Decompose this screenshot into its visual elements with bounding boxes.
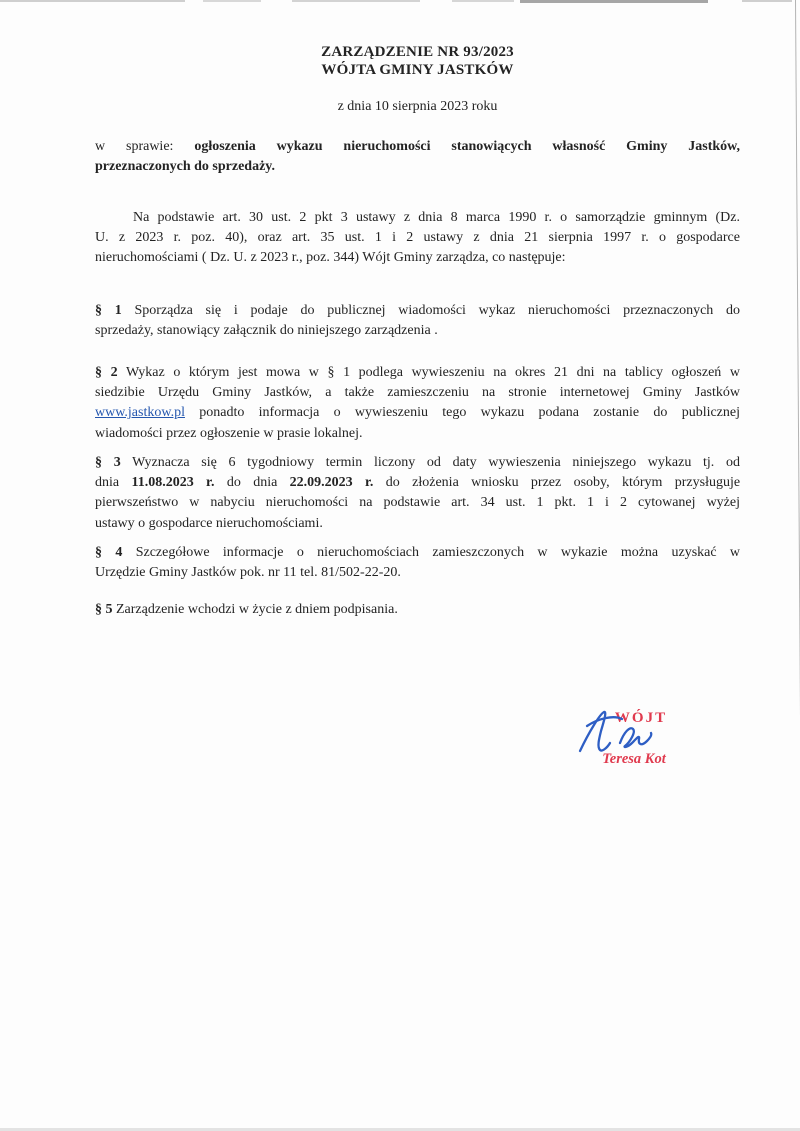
- section-2-line-1: [95, 363, 740, 383]
- document-heading: [95, 44, 740, 79]
- section-1-text: Sporządza się i podaje do publicznej wiadomości wykaz nieruchomości przeznaczonych do: [134, 303, 741, 318]
- section-2-paragraph: [95, 363, 740, 444]
- signature-block: [573, 703, 695, 783]
- scan-artifact-top-dash: [520, 0, 708, 3]
- section-3-text: dnia: [95, 475, 120, 491]
- section-1-line-2: sprzedaży, stanowiący załącznik do niniejszego zarządzenia .: [95, 323, 438, 339]
- document-date: z dnia 10 sierpnia 2023 roku: [337, 99, 498, 114]
- section-2-number: § 2: [95, 365, 118, 380]
- section-3-line-3: pierwszeństwo w nabyciu nieruchomości na podstawie art. 34 ust. 1 pkt. 1 i 2 cytowanej wyżej: [95, 495, 740, 511]
- section-2-line-3: [95, 403, 740, 423]
- legal-basis-line-3: nieruchomościami ( Dz. U. z 2023 r., poz. 344) Wójt Gminy zarządza, co następuje:: [95, 250, 566, 266]
- section-5-number: § 5: [95, 602, 113, 617]
- section-3-paragraph: [95, 453, 740, 534]
- scan-artifact-top-dash: [742, 0, 792, 2]
- legal-basis-paragraph: [95, 208, 740, 269]
- section-4-paragraph: [95, 543, 740, 583]
- scan-artifact-right-line: [795, 0, 800, 1131]
- scan-artifact-top-dash: [452, 0, 514, 2]
- section-5-text: Zarządzenie wchodzi w życie z dniem podpisania.: [116, 602, 398, 617]
- section-4-text: Szczegółowe informacje o nieruchomościach zamieszczonych w wykazie można uzyskać w: [135, 545, 741, 560]
- section-2-text-after-link: ponadto informacja o wywieszeniu tego wykazu podana zostanie do publicznej: [199, 405, 741, 421]
- section-3-text: do złożenia wniosku przez osoby, którym przysługuje: [385, 475, 741, 491]
- legal-basis-line-2: U. z 2023 r. poz. 40), oraz art. 35 ust. 1 i 2 ustawy z dnia 21 sierpnia 1997 r. o gospodarce: [95, 230, 740, 246]
- signer-role-stamp: WÓJT: [614, 710, 668, 726]
- section-1-number: § 1: [95, 303, 122, 318]
- scan-artifact-top-dash: [0, 0, 185, 2]
- subject-line-1: [95, 137, 740, 157]
- section-4-number: § 4: [95, 545, 123, 560]
- subject-line-2: przeznaczonych do sprzedaży.: [95, 159, 276, 175]
- section-4-line-1: [95, 543, 740, 563]
- document-issuer-title: WÓJTA GMINY JASTKÓW: [321, 61, 514, 78]
- signer-name: Teresa Kot: [602, 751, 666, 767]
- section-4-line-2: Urzędzie Gminy Jastków pok. nr 11 tel. 81/502-22-20.: [95, 565, 401, 581]
- subject-paragraph: [95, 137, 740, 177]
- section-1-paragraph: [95, 301, 740, 341]
- legal-basis-line-1: Na podstawie art. 30 ust. 2 pkt 3 ustawy z dnia 8 marca 1990 r. o samorządzie gminnym (Dz.: [133, 210, 740, 225]
- document-number-title: ZARZĄDZENIE NR 93/2023: [321, 44, 514, 60]
- subject-label: w sprawie:: [95, 139, 174, 154]
- section-5-line-1: [95, 600, 740, 620]
- subject-text-bold: ogłoszenia wykazu nieruchomości stanowiących własność Gminy Jastków,: [194, 139, 740, 154]
- section-3-number: § 3: [95, 455, 121, 470]
- section-3-text: Wyznacza się 6 tygodniowy termin liczony od daty wywieszenia niniejszego wykazu tj. od: [132, 455, 740, 470]
- jastkow-website-link[interactable]: www.jastkow.pl: [95, 405, 185, 421]
- section-5-paragraph: [95, 600, 740, 620]
- deadline-end-date: 22.09.2023 r.: [289, 475, 374, 491]
- scan-artifact-top-dash: [203, 0, 261, 2]
- section-3-line-4: ustawy o gospodarce nieruchomościami.: [95, 515, 323, 531]
- section-2-line-2: siedzibie Urzędu Gminy Jastków, a także zamieszczeniu na stronie internetowej Gminy Jastków: [95, 385, 740, 401]
- section-2-text: Wykaz o którym jest mowa w § 1 podlega wywieszeniu na okres 21 dni na tablicy ogłoszeń w: [125, 365, 741, 380]
- scan-artifact-top-dash: [292, 0, 420, 2]
- section-1-line-1: [95, 301, 740, 321]
- section-3-line-1: [95, 453, 740, 473]
- section-3-text: do dnia: [226, 475, 278, 491]
- deadline-start-date: 11.08.2023 r.: [131, 475, 215, 491]
- section-2-line-4: wiadomości przez ogłoszenie w prasie lokalnej.: [95, 425, 363, 441]
- section-3-line-2: [95, 473, 740, 493]
